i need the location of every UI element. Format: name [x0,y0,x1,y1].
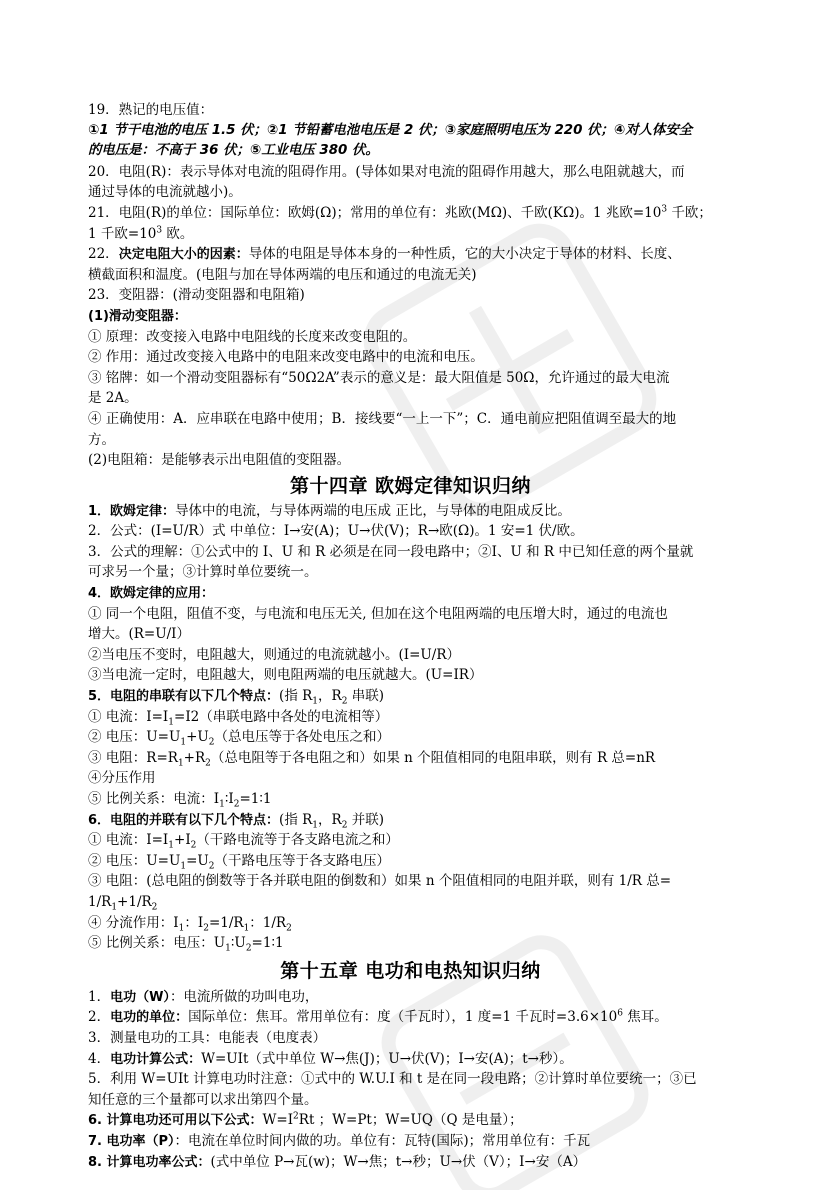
s23-nameplate-line1: ③ 铭牌：如一个滑动变阻器标有“50Ω2A”表示的意义是：最大阻值是 50Ω，允许通过的最大电流 [88,369,670,386]
series-resistance: ③ 电阻：$R=R_1+R_2$（总电阻等于各电阻之和）如果 n 个阻值相同的电阻串联，则有 R 总=nR [88,749,656,769]
ch15-item6: 6. 计算电功还可用以下公式：$W=I^2Rt$ ；W=Pt；W=UQ（Q 是电量）； [88,1111,523,1129]
parallel-resistance-line2: $1/R_1+1/R_2$ [88,893,158,913]
ch15-item2: 2．电功的单位：国际单位：焦耳。常用单位有：度（千瓦时），1 度=1 千瓦时$=3.6\times 10^6$ 焦耳。 [88,1008,668,1026]
ch14-item4-p3: ③当电流一定时，电阻越大，则电阻两端的电压就越大。(U=IR） [88,667,483,684]
ch15-item4: 4．电功计算公式：W=UIt（式中单位 W→焦(J)；U→伏(V)；I→安(A)；t→秒）。 [88,1050,573,1067]
s19-title: 19．熟记的电压值： [88,102,214,118]
s21-line2: 1 千欧$=10^3$ 欧。 [88,225,194,242]
ch14-item4-p1-line2: 增大。(R=U/I） [88,626,191,643]
series-ratio: ⑤ 比例关系：电流：$I_1∶I_2=1∶1$ [88,791,272,810]
s22-line2: 横截面积和温度。(电阻与加在导体两端的电压和通过的电流无关) [88,266,477,283]
parallel-ratio: ⑤ 比例关系：电压：$U_1∶U_2=1∶1$ [88,935,284,954]
parallel-voltage: ② 电压：$U=U_1=U_2$（干路电压等于各支路电压） [88,852,391,872]
s20-line1: 20．电阻(R)：表示导体对电流的阻碍作用。(导体如果对电流的阻碍作用越大，那么电阻就越大，而 [88,163,685,180]
chapter15-heading: 第十五章 电功和电热知识归纳 [280,959,541,982]
s20-line2: 通过导体的电流就越小)。 [88,184,242,201]
ch14-item1: 1．欧姆定律：导体中的电流，与导体两端的电压成 正比，与导体的电阻成反比。 [88,502,571,519]
parallel-current: ① 电流：$I=I_1+I_2$（干路电流等于各支路电流之和） [88,832,399,851]
document-body [88,100,733,1172]
s23-usage-line1: ④ 正确使用：A．应串联在电路中使用；B．接线要“一上一下”；C．通电前应把阻值调至最大的地 [88,410,677,427]
series-current: ① 电流：$I=I_1=I2$（串联电路中各处的电流相等） [88,708,389,728]
ch14-item4-p1-line1: ① 同一个电阻，阻值不变，与电流和电压无关, 但加在这个电阻两端的电压增大时，通过的电流也 [88,605,668,622]
s19-voltage-values-line1: ①1 节干电池的电压 1.5 伏；②1 节铅蓄电池电压是 2 伏；③家庭照明电压为 220 伏；④对人体安全 [88,122,693,138]
s22-line1: 22．决定电阻大小的因素：导体的电阻是导体本身的一种性质，它的大小决定于导体的材料、长度、 [88,246,681,263]
parallel-current-division: ④ 分流作用：$I_1$：$I_2=1/R_1$：$1/R_2$ [88,914,292,934]
ch14-item6: 6．电阻的并联有以下几个特点：(指 $R_1$，$R_2$ 并联) [88,811,384,831]
s23-sub1: (1)滑动变阻器： [88,308,187,324]
ch15-item5-line1: 5．利用 W=UIt 计算电功时注意：①式中的 W.U.I 和 t 是在同一段电路；②计算时单位要统一；③已 [88,1071,697,1088]
ch15-item8: 8. 计算电功率公式：(式中单位 P→瓦(w)；W→焦；t→秒；U→伏（V）；I→安（A） [88,1153,587,1170]
series-voltage: ② 电压：$U=U_1+U_2$（总电压等于各处电压之和） [88,729,391,748]
s21-line1: 21．电阻(R)的单位：国际单位：欧姆(Ω)；常用的单位有：兆欧(MΩ)、千欧(KΩ)。1 兆欧$=10^3$ 千欧； [88,204,712,221]
ch14-item4: 4．欧姆定律的应用： [88,586,215,602]
ch15-item3: 3．测量电功的工具：电能表（电度表） [88,1029,327,1046]
ch15-item7: 7. 电功率（P）：电流在单位时间内做的功。单位有：瓦特(国际)；常用单位有：千瓦 [88,1132,591,1149]
ch15-item5-line2: 知任意的三个量都可以求出第四个量。 [88,1091,318,1108]
s23-sub2: (2)电阻箱：是能够表示出电阻值的变阻器。 [88,452,351,469]
ch14-item3-line2: 可求另一个量；③计算时单位要统一。 [88,564,318,581]
series-voltage-division: ④分压作用 [88,770,156,787]
ch14-item5: 5．电阻的串联有以下几个特点：(指 $R_1$，$R_2$ 串联) [88,688,384,707]
parallel-resistance-line1: ③ 电阻：(总电阻的倒数等于各并联电阻的倒数和）如果 n 个阻值相同的电阻并联，则有 1/R 总= [88,873,672,890]
s23-principle: ① 原理：改变接入电路中电阻线的长度来改变电阻的。 [88,328,417,345]
s19-voltage-values-line2: 的电压是：不高于 36 伏；⑤工业电压 380 伏。 [88,143,379,159]
chapter14-heading: 第十四章 欧姆定律知识归纳 [289,474,532,497]
ch14-item3-line1: 3．公式的理解：①公式中的 I、U 和 R 必须是在同一段电路中；②I、U 和 R 中已知任意的两个量就 [88,543,694,560]
ch15-item1: 1．电功（W）：电流所做的功叫电功， [88,988,319,1005]
s23-title: 23．变阻器：(滑动变阻器和电阻箱) [88,287,305,304]
s23-usage-line2: 方。 [88,431,115,448]
ch14-item4-p2: ②当电压不变时，电阻越大，则通过的电流就越小。(I=U/R） [88,646,461,663]
s23-function: ② 作用：通过改变接入电路中的电阻来改变电路中的电流和电压。 [88,349,484,366]
ch14-item2: 2．公式：(I=U/R）式 中单位：I→安(A)；U→伏(V)；R→欧(Ω)。1 安=1 伏/欧。 [88,523,584,540]
s23-nameplate-line2: 是 2A。 [88,390,138,407]
